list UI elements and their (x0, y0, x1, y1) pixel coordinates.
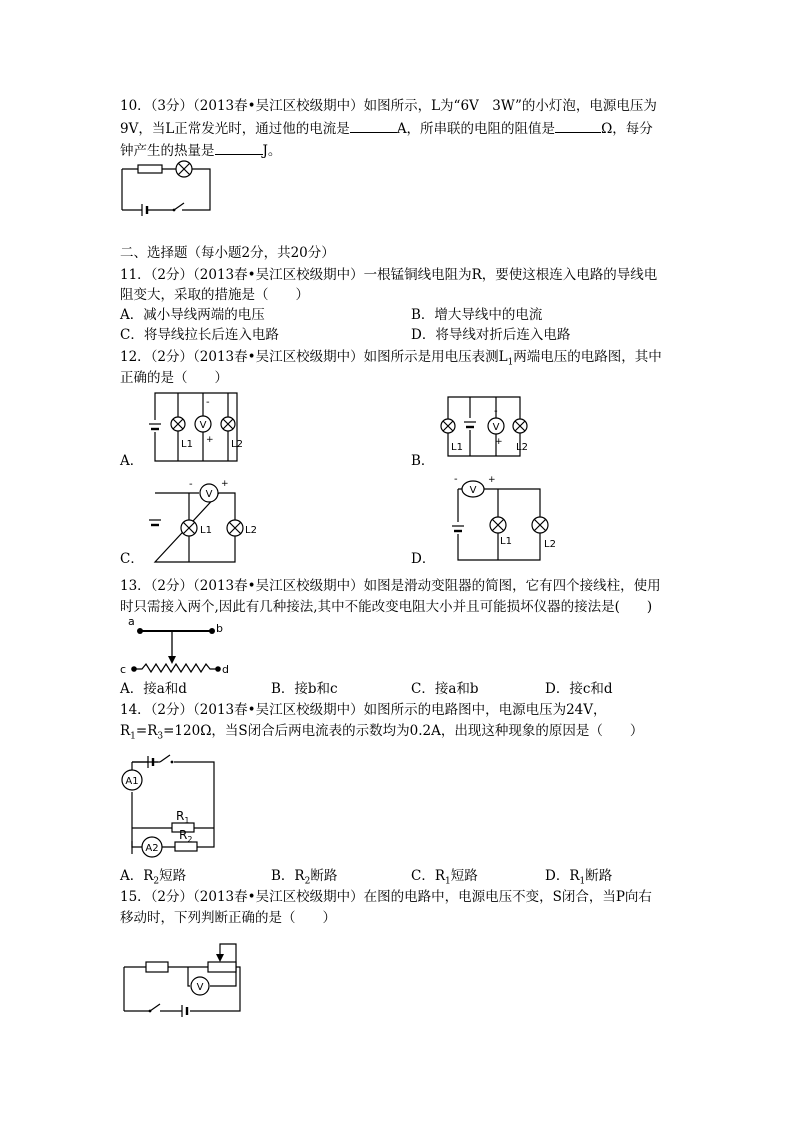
q14-a-sub: 2 (153, 876, 160, 887)
q13-option-c[interactable]: C．接a和b (411, 681, 479, 697)
q13-label-b: b (216, 622, 223, 635)
q10-line3-b: J。 (262, 143, 282, 159)
q12b-lamp-l1 (441, 419, 455, 433)
q14-r3-sub: 3 (157, 731, 164, 742)
q12d-v-label: V (469, 485, 477, 496)
q12b-plus: + (495, 437, 503, 447)
q15-battery (182, 1005, 187, 1017)
q15-switch (149, 1004, 160, 1012)
q14-resistor-r2 (175, 842, 197, 851)
q10-resistor (138, 165, 162, 173)
q11-option-d[interactable]: D．将导线对折后连入电路 (411, 327, 571, 343)
q11-option-c[interactable]: C．将导线拉长后连入电路 (120, 327, 279, 343)
q15-line1: 15．（2分）（2013春•吴江区校级期中）在图的电路中，电源电压不变，S闭合，当P向右 (120, 889, 652, 905)
q12-line1-a: 12．（2分）（2013春•吴江区校级期中）如图所示是用电压表测L (120, 349, 508, 365)
q15-circuit-diagram (120, 938, 250, 1023)
q10-line2-b: A，所串联的电阻的阻值是 (396, 121, 556, 137)
q13-terminal-c (131, 666, 137, 672)
q13-rheostat-diagram (120, 614, 240, 676)
q12a-minus: - (206, 397, 210, 408)
q15-rheostat (208, 962, 236, 972)
q14-a-txt: 短路 (159, 868, 187, 884)
q12c-v-label: V (205, 489, 213, 500)
q12b-lamp-l2 (513, 419, 527, 433)
q13-line2: 时只需接入两个,因此有几种接法,其中不能改变电阻大小并且可能损坏仪器的接法是( ) (120, 599, 653, 615)
q14-r2-label: $R_2$ (179, 828, 193, 844)
q14-c-txt: 短路 (450, 868, 478, 884)
q10-blank-resistance[interactable] (555, 118, 601, 133)
q12d-battery (452, 522, 466, 534)
q13-terminal-a (137, 628, 143, 634)
q12d-lamp-l2 (532, 517, 548, 533)
q14-r1: R (120, 723, 131, 739)
q11-option-b[interactable]: B．增大导线中的电流 (411, 307, 543, 323)
q12b-v-label: V (492, 422, 500, 433)
q15-voltmeter (191, 977, 209, 995)
q12d-voltmeter (462, 481, 484, 497)
q13-label-d: d (222, 663, 229, 676)
q13-label-c: c (120, 663, 127, 676)
q12-circuit-a (145, 390, 245, 470)
q13-line1: 13．（2分）（2013春•吴江区校级期中）如图是滑动变阻器的简图，它有四个接线柱，使用 (120, 578, 661, 594)
q14-r1-sub: 1 (130, 731, 136, 742)
q10-line2-a: 9V，当L正常发光时，通过他的电流是 (120, 121, 350, 137)
q11-option-a[interactable]: A．减小导线两端的电压 (120, 307, 265, 323)
q12a-voltmeter (195, 416, 211, 432)
q12-circuit-d (442, 474, 556, 566)
q12-option-a[interactable]: A． (120, 453, 144, 469)
q13-terminal-b (209, 628, 215, 634)
q12b-l1-label: L1 (451, 442, 463, 453)
q14-line2-rest: =120Ω，当S闭合后两电流表的示数均为0.2A，出现这种现象的原因是（ ） (163, 723, 644, 739)
q12d-l1-label: L1 (500, 536, 512, 547)
q15-slider-arrow (216, 954, 224, 962)
q12a-v-label: V (199, 420, 207, 431)
q14-b-r: B．R (271, 868, 305, 884)
q13-terminal-d (215, 666, 221, 672)
q10-line2 (120, 118, 653, 139)
q12d-plus: + (488, 475, 496, 485)
q12d-minus: - (454, 474, 458, 485)
q10-line2-c: Ω，每分 (601, 121, 653, 137)
q10-line3-a: 钟产生的热量是 (120, 143, 215, 159)
q12-option-d[interactable]: D． (411, 551, 436, 567)
q12a-l2-label: L2 (231, 439, 243, 450)
q13-label-a: a (128, 615, 135, 628)
q12b-minus: - (494, 406, 498, 417)
q14-ammeter-a1 (122, 770, 142, 790)
q14-a2-label: A2 (145, 843, 159, 854)
q12b-battery (464, 418, 478, 430)
q12a-l1-label: L1 (181, 439, 193, 450)
q12a-plus: + (206, 435, 214, 445)
q13-option-b[interactable]: B．接b和c (271, 681, 338, 697)
q10-wires (122, 169, 210, 210)
q14-c-r: C．R (411, 868, 445, 884)
q14-a1-label: A1 (125, 776, 139, 787)
q12d-l2-label: L2 (544, 539, 556, 550)
q14-b-sub: 2 (304, 876, 311, 887)
q12-line1-b: 两端电压的电路图，其中 (513, 349, 662, 365)
q12a-battery (149, 420, 163, 432)
q11-line1: 11．（2分）（2013春•吴江区校级期中）一根锰铜线电阻为R，要使这根连入电路的导线电 (120, 267, 658, 283)
q10-blank-current[interactable] (350, 118, 397, 133)
q12-circuit-b (440, 394, 540, 466)
q14-r1-label: $R_1$ (176, 809, 190, 825)
q13-option-d[interactable]: D．接c和d (545, 681, 613, 697)
q14-c-sub: 1 (445, 876, 451, 887)
q12-circuit-c (145, 478, 255, 566)
q12-option-c[interactable]: C． (120, 551, 144, 567)
q12c-lamp-l1 (181, 520, 197, 536)
q10-line1: 10．（3分）（2013春•吴江区校级期中）如图所示，L为“6V 3W”的小灯泡，电源电压为 (120, 98, 657, 114)
q11-line2: 阻变大，采取的措施是（ ） (120, 287, 309, 303)
q13-option-a[interactable]: A．接a和d (120, 681, 187, 697)
q12a-lamp-l2 (221, 417, 235, 431)
q10-battery (142, 204, 147, 216)
q14-eq: =R (135, 723, 158, 739)
q13-slider-arrow (168, 656, 176, 664)
q12c-battery (149, 516, 163, 528)
q14-d-r: D．R (545, 868, 580, 884)
q14-circuit-diagram (118, 750, 228, 860)
q12b-l2-label: L2 (516, 442, 528, 453)
q12c-l2-label: L2 (245, 525, 257, 536)
q12c-minus: - (189, 479, 193, 490)
q10-circuit-diagram (118, 158, 218, 218)
q12a-lamp-l1 (171, 417, 185, 431)
q15-v-label: V (196, 982, 204, 993)
section2-title: 二、选择题（每小题2分，共20分） (120, 245, 335, 261)
q15-resistor-fixed (146, 962, 168, 972)
q14-line1: 14．（2分）（2013春•吴江区校级期中）如图所示的电路图中，电源电压为24V， (120, 702, 607, 718)
q12d-lamp-l1 (490, 517, 506, 533)
q10-lamp (176, 161, 192, 177)
q14-d-txt: 断路 (585, 868, 613, 884)
q14-switch (160, 755, 173, 763)
q12c-l1-label: L1 (200, 525, 212, 536)
q10-blank-heat[interactable] (215, 140, 263, 155)
q12-option-b[interactable]: B． (411, 453, 435, 469)
q15-line2: 移动时，下列判断正确的是（ ） (120, 910, 336, 926)
q14-b-txt: 断路 (310, 868, 338, 884)
q12c-voltmeter (200, 484, 218, 502)
q14-line2 (120, 721, 643, 747)
q14-d-sub: 1 (579, 876, 586, 887)
q12-line1-sub: 1 (507, 357, 514, 368)
q12c-plus: + (221, 479, 229, 489)
q14-ammeter-a2 (142, 837, 162, 857)
q12-line2: 正确的是（ ） (120, 370, 228, 386)
q12c-lamp-l2 (227, 520, 243, 536)
q14-a-r: A．R (120, 868, 154, 884)
q13-coil (134, 664, 218, 672)
q12b-voltmeter (488, 418, 504, 434)
